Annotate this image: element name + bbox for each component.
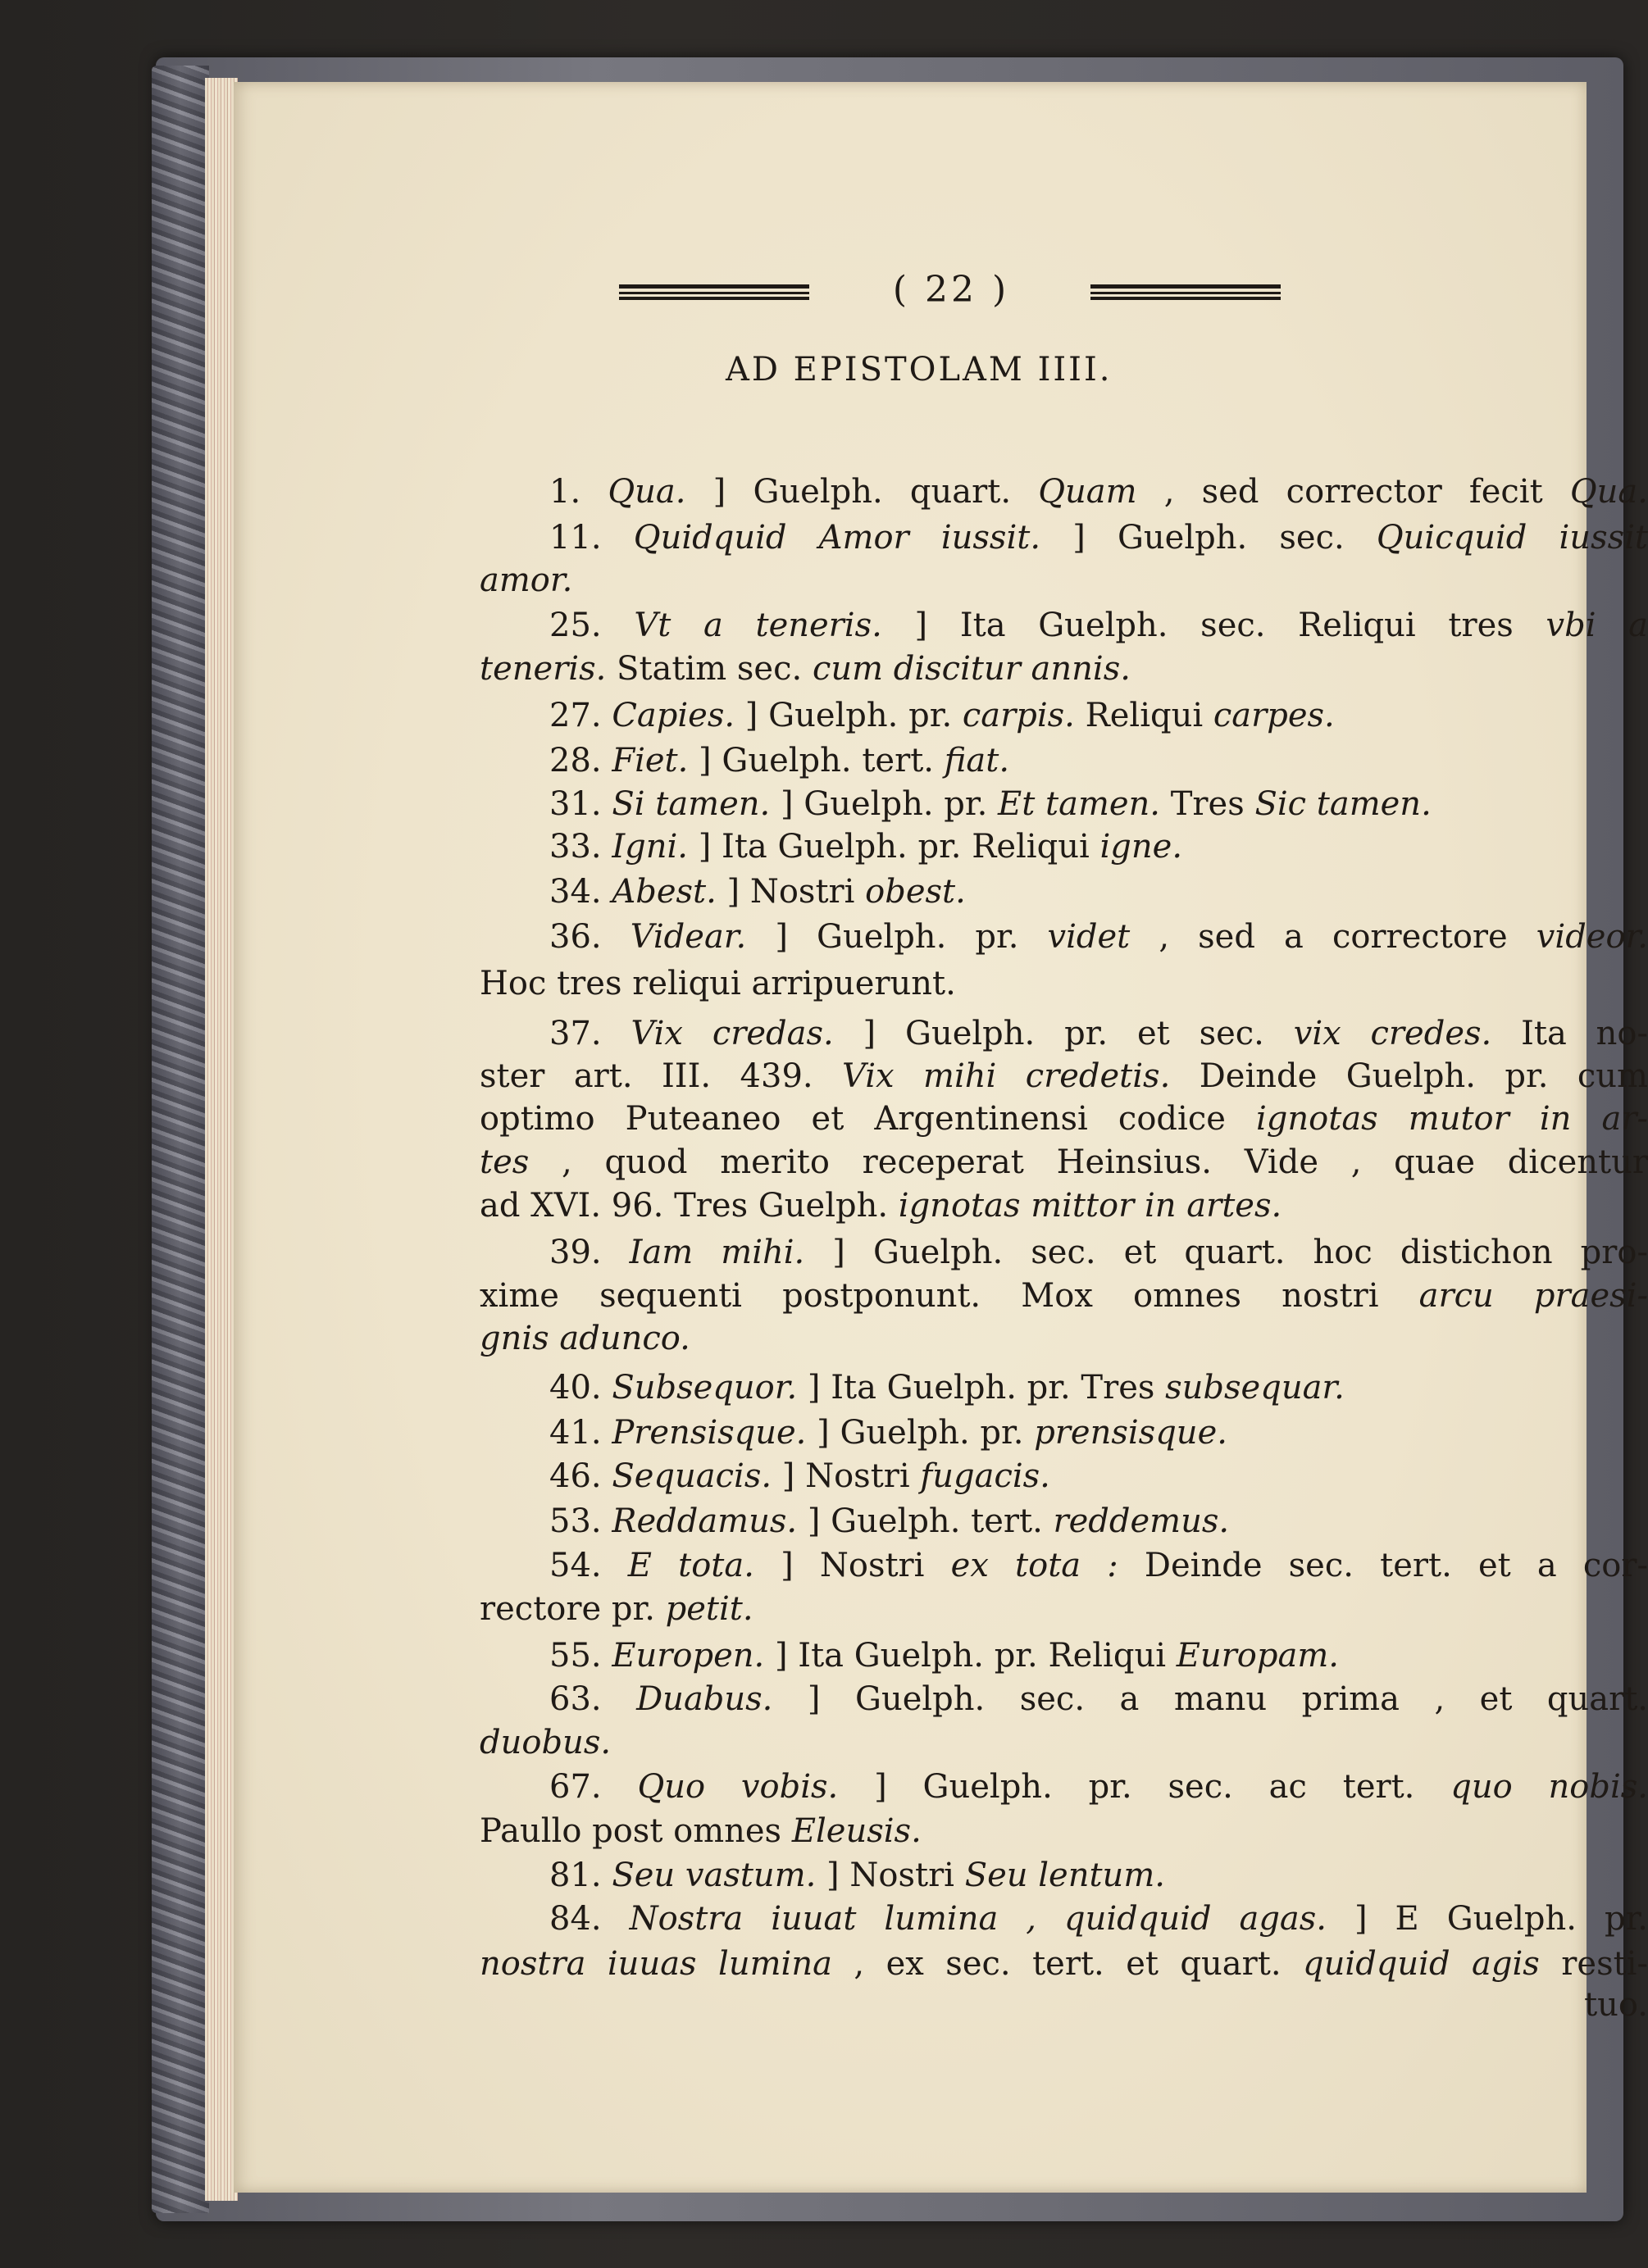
roman-text: , ex sec. tert. et quart.	[831, 1945, 1304, 1983]
italic-text: Sequacis.	[612, 1457, 772, 1495]
text-line	[480, 1453, 1648, 1499]
roman-text: ] Guelph. sec. a manu prima , et quart.	[772, 1680, 1648, 1718]
italic-text: carpis.	[962, 697, 1075, 734]
text-line	[480, 1808, 1648, 1854]
roman-text: optimo Puteaneo et Argentinensi codice	[480, 1100, 1256, 1138]
roman-text: ] Nostri	[753, 1547, 951, 1584]
italic-text: gnis adunco.	[480, 1320, 690, 1357]
italic-text: Europam.	[1176, 1637, 1339, 1675]
roman-text: 33.	[549, 828, 612, 866]
roman-text: 55.	[549, 1637, 612, 1675]
roman-text: Hoc tres reliqui arripuerunt.	[480, 965, 956, 1002]
roman-text: ] Guelph. pr.	[806, 1414, 1035, 1452]
italic-text: ignotas mittor in artes.	[898, 1187, 1282, 1225]
text-line	[480, 781, 1648, 827]
italic-text: Abest.	[612, 873, 717, 911]
text-line	[480, 1183, 1648, 1229]
roman-text: ] Nostri	[772, 1457, 921, 1495]
text-line	[480, 557, 1648, 603]
roman-text: 40.	[549, 1369, 612, 1407]
italic-text: Qua.	[608, 473, 686, 511]
roman-text: ] Guelph. sec.	[1040, 519, 1377, 557]
italic-text: Qua.	[1569, 473, 1648, 511]
text-line	[480, 1586, 1648, 1632]
page-text	[234, 82, 1648, 2193]
roman-text: 37.	[549, 1015, 631, 1052]
roman-text: xime sequenti postponunt. Mox omnes nostri	[480, 1277, 1419, 1315]
italic-text: quo nobis.	[1450, 1768, 1648, 1806]
roman-text: ] Guelph. pr. sec. ac tert.	[838, 1768, 1451, 1806]
text-line	[480, 1011, 1648, 1057]
italic-text: Et tamen.	[998, 785, 1161, 823]
roman-text: 67.	[549, 1768, 638, 1806]
text-line	[480, 869, 1648, 915]
italic-text: ex tota :	[950, 1547, 1118, 1584]
text-line	[480, 1096, 1648, 1142]
italic-text: petit.	[665, 1590, 753, 1628]
text-line	[480, 693, 1648, 739]
italic-text: videt	[1047, 918, 1131, 956]
italic-text: subsequar.	[1165, 1369, 1345, 1407]
text-line	[480, 1229, 1648, 1275]
roman-text: 41.	[549, 1414, 612, 1452]
roman-text: ] Guelph. pr.	[746, 918, 1048, 956]
italic-text: Si tamen.	[612, 785, 771, 823]
roman-text: Reliqui	[1074, 697, 1213, 734]
roman-text: resti-	[1539, 1945, 1648, 1983]
roman-text: Deinde sec. tert. et a cor-	[1118, 1547, 1648, 1584]
italic-text: cum discitur annis.	[812, 650, 1131, 688]
italic-text: teneris.	[480, 650, 607, 688]
italic-text: fugacis.	[920, 1457, 1050, 1495]
roman-text: 27.	[549, 697, 612, 734]
text-line	[480, 515, 1648, 561]
roman-text: 53.	[549, 1502, 612, 1540]
text-line	[480, 1633, 1648, 1679]
header-rule-left	[619, 284, 809, 301]
roman-text: Tres	[1160, 785, 1255, 823]
italic-text: Quo vobis.	[637, 1768, 839, 1806]
italic-text: Prensisque.	[612, 1414, 807, 1452]
roman-text: ad XVI. 96. Tres Guelph.	[480, 1187, 899, 1225]
italic-text: videor.	[1536, 918, 1648, 956]
italic-text: Subsequor.	[612, 1369, 798, 1407]
italic-text: Iam mihi.	[629, 1234, 805, 1271]
italic-text: prensisque.	[1034, 1414, 1227, 1452]
text-line	[480, 1764, 1648, 1810]
roman-text: ] Ita Guelph. pr. Reliqui	[764, 1637, 1177, 1675]
roman-text: Deinde Guelph. pr. cum	[1170, 1057, 1648, 1095]
italic-text: Seu vastum.	[612, 1857, 817, 1894]
italic-text: Nostra iuuat lumina , quidquid agas.	[629, 1900, 1327, 1938]
roman-text: 31.	[549, 785, 612, 823]
roman-text: 81.	[549, 1857, 612, 1894]
italic-text: duobus.	[480, 1724, 612, 1761]
text-line	[480, 1720, 1648, 1766]
roman-text: ] Guelph. quart.	[685, 473, 1039, 511]
text-line	[480, 1896, 1648, 1942]
italic-text: Videar.	[630, 918, 747, 956]
italic-text: tes	[480, 1143, 530, 1181]
italic-text: Vt a teneris.	[634, 607, 882, 644]
italic-text: obest.	[865, 873, 966, 911]
roman-text: 36.	[549, 918, 631, 956]
text-line	[480, 1139, 1648, 1185]
roman-text: , sed a correctore	[1130, 918, 1536, 956]
page-number: ( 22 )	[892, 269, 1010, 311]
text-line	[480, 1676, 1648, 1722]
roman-text: rectore pr.	[480, 1590, 666, 1628]
roman-text: Ita no-	[1491, 1015, 1648, 1052]
text-line	[480, 961, 1648, 1007]
roman-text: ] Guelph. pr.	[770, 785, 999, 823]
roman-text: 54.	[549, 1547, 628, 1584]
roman-text: 46.	[549, 1457, 612, 1495]
roman-text: 34.	[549, 873, 612, 911]
text-line	[480, 1316, 1648, 1361]
text-line	[480, 824, 1648, 870]
roman-text: tuo.	[1584, 1986, 1648, 2024]
roman-text: 28.	[549, 742, 612, 779]
italic-text: Reddamus.	[612, 1502, 798, 1540]
roman-text: ] Ita Guelph. pr. Reliqui	[688, 828, 1100, 866]
italic-text: igne.	[1099, 828, 1183, 866]
italic-text: reddemus.	[1053, 1502, 1230, 1540]
italic-text: quidquid agis	[1303, 1945, 1540, 1983]
page-edges	[205, 78, 238, 2201]
italic-text: Capies.	[612, 697, 735, 734]
header-rule-right	[1090, 284, 1281, 301]
italic-text: arcu praesi-	[1418, 1277, 1648, 1315]
roman-text: 25.	[549, 607, 635, 644]
roman-text: ] Guelph. pr. et sec.	[833, 1015, 1294, 1052]
italic-text: Igni.	[612, 828, 689, 866]
italic-text: Seu lentum.	[964, 1857, 1165, 1894]
italic-text: Fiet.	[612, 742, 689, 779]
italic-text: nostra iuuas lumina	[480, 1945, 832, 1983]
roman-text: Paullo post omnes	[480, 1812, 792, 1850]
text-line	[480, 602, 1648, 648]
book-page	[234, 82, 1648, 2193]
roman-text: ] Guelph. sec. et quart. hoc distichon pro-	[804, 1234, 1648, 1271]
italic-text: Vix mihi credetis.	[842, 1057, 1171, 1095]
italic-text: carpes.	[1213, 697, 1335, 734]
roman-text: , sed corrector fecit	[1136, 473, 1570, 511]
roman-text: ] Ita Guelph. pr. Tres	[797, 1369, 1166, 1407]
roman-text: 1.	[549, 473, 608, 511]
italic-text: Quidquid Amor iussit.	[633, 519, 1041, 557]
text-line	[480, 1365, 1648, 1411]
text-line	[480, 1053, 1648, 1099]
italic-text: Quam	[1038, 473, 1137, 511]
roman-text: ] E Guelph. pr.	[1327, 1900, 1648, 1938]
roman-text: Statim sec.	[606, 650, 813, 688]
roman-text: , quod merito receperat Heinsius. Vide , quae dicentur	[529, 1143, 1648, 1181]
italic-text: Duabus.	[636, 1680, 773, 1718]
roman-text: 84.	[549, 1900, 630, 1938]
roman-text: ] Nostri	[716, 873, 866, 911]
roman-text: ] Ita Guelph. sec. Reliqui tres	[881, 607, 1546, 644]
text-line	[480, 1273, 1648, 1319]
italic-text: vix credes.	[1293, 1015, 1492, 1052]
text-line	[480, 1543, 1648, 1589]
italic-text: ignotas mutor in ar-	[1256, 1100, 1648, 1138]
italic-text: Sic tamen.	[1254, 785, 1432, 823]
italic-text: Eleusis.	[791, 1812, 922, 1850]
italic-text: vbi a	[1546, 607, 1648, 644]
roman-text: 63.	[549, 1680, 637, 1718]
text-line	[480, 1410, 1648, 1456]
text-line	[480, 469, 1648, 515]
text-line	[480, 646, 1648, 692]
roman-text: ] Guelph. tert.	[797, 1502, 1054, 1540]
italic-text: fiat.	[944, 742, 1010, 779]
italic-text: Europen.	[612, 1637, 765, 1675]
italic-text: Quicquid iussit	[1376, 519, 1648, 557]
italic-text: Vix credas.	[631, 1015, 834, 1052]
marbled-spine	[152, 66, 209, 2213]
text-line	[480, 1941, 1648, 1987]
text-line	[480, 738, 1648, 784]
roman-text: 11.	[549, 519, 634, 557]
text-line	[480, 914, 1648, 960]
text-line	[480, 1982, 1648, 2028]
italic-text: E tota.	[627, 1547, 754, 1584]
roman-text: ] Guelph. pr.	[735, 697, 963, 734]
roman-text: ] Guelph. tert.	[688, 742, 945, 779]
section-heading: AD EPISTOLAM IIII.	[726, 351, 1113, 389]
text-line	[480, 1852, 1648, 1898]
italic-text: amor.	[480, 561, 573, 599]
roman-text: 39.	[549, 1234, 630, 1271]
text-line	[480, 1498, 1648, 1544]
roman-text: ] Nostri	[816, 1857, 965, 1894]
roman-text: ster art. III. 439.	[480, 1057, 843, 1095]
